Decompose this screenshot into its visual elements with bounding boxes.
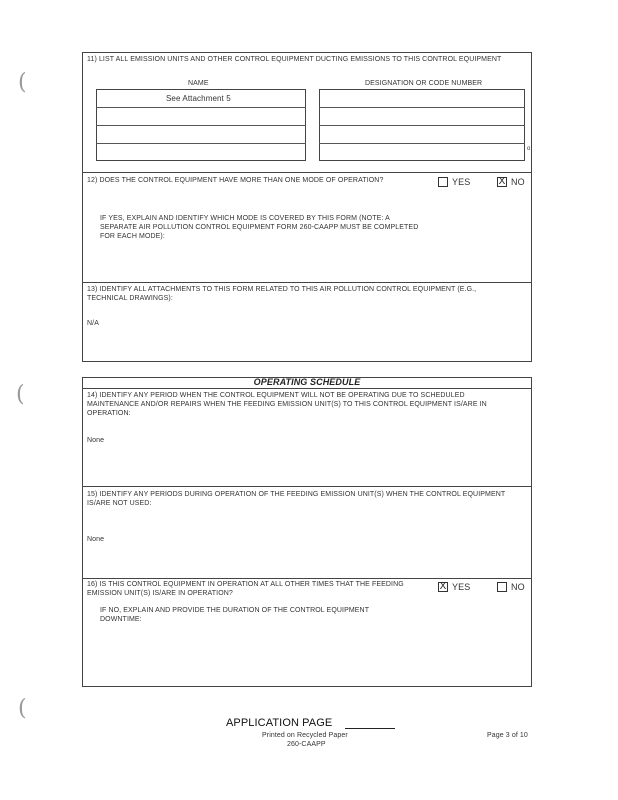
q16-yes-checkbox[interactable]: X [439,581,447,592]
q14-text: 14) IDENTIFY ANY PERIOD WHEN THE CONTROL EQUIPMENT WILL NOT BE OPERATING DUE TO SCHEDULED MAINTENANCE AND/OR REPAIRS WHEN THE FEEDING EMISSION UNIT(S) TO THIS CONTROL EQUIPMENT IS/ARE IN OPERATION: [87,392,487,417]
q12-explain: IF YES, EXPLAIN AND IDENTIFY WHICH MODE IS COVERED BY THIS FORM (NOTE: A SEPARATE AIR POLLUTION CONTROL EQUIPMENT FORM 260-CAAPP MUST BE COMPLETED FOR EACH MODE): [100,215,419,240]
form-number: 260-CAAPP [287,741,326,748]
q16-no-checkbox[interactable] [497,582,507,592]
q12-no-label: NO [511,177,525,187]
q16-yes-label: YES [452,582,471,592]
q13-text: 13) IDENTIFY ALL ATTACHMENTS TO THIS FORM RELATED TO THIS AIR POLLUTION CONTROL EQUIPMENT (E.G., TECHNICAL DRAWINGS): [87,286,477,302]
q12-yes-checkbox[interactable] [438,177,448,187]
binder-hole-mark: ( [18,696,27,721]
q16-explain: IF NO, EXPLAIN AND PROVIDE THE DURATION OF THE CONTROL EQUIPMENT DOWNTIME: [100,607,369,623]
q13-answer[interactable]: N/A [87,320,99,327]
name-column-header: NAME [188,80,209,87]
q12-text: 12) DOES THE CONTROL EQUIPMENT HAVE MORE THAN ONE MODE OF OPERATION? [87,177,384,184]
page-number: Page 3 of 10 [487,732,528,739]
operating-schedule-title: OPERATING SCHEDULE [253,377,361,387]
q16-text: 16) IS THIS CONTROL EQUIPMENT IN OPERATION AT ALL OTHER TIMES THAT THE FEEDING EMISSION UNIT(S) IS/ARE IN OPERATION? [87,581,404,597]
q15-text: 15) IDENTIFY ANY PERIODS DURING OPERATION OF THE FEEDING EMISSION UNIT(S) WHEN THE CONTROL EQUIPMENT IS/ARE NOT USED: [87,491,506,507]
binder-hole-mark: ( [18,70,27,95]
emission-unit-name-1[interactable]: See Attachment 5 [166,94,231,103]
q11-text: 11) LIST ALL EMISSION UNITS AND OTHER CONTROL EQUIPMENT DUCTING EMISSIONS TO THIS CONTROL EQUIPMENT [87,56,502,63]
q12-yes-label: YES [452,177,471,187]
q15-answer[interactable]: None [87,536,105,543]
printed-on-recycled-paper: Printed on Recycled Paper [262,732,348,739]
code-column-header: DESIGNATION OR CODE NUMBER [365,80,483,87]
application-page-label: APPLICATION PAGE [226,717,333,729]
binder-hole-mark: ( [16,382,25,407]
q14-answer[interactable]: None [87,437,105,444]
stray-mark: o [527,146,531,152]
section-operating-schedule [82,377,532,687]
q16-no-label: NO [511,582,525,592]
q12-no-checkbox[interactable]: X [498,176,506,187]
